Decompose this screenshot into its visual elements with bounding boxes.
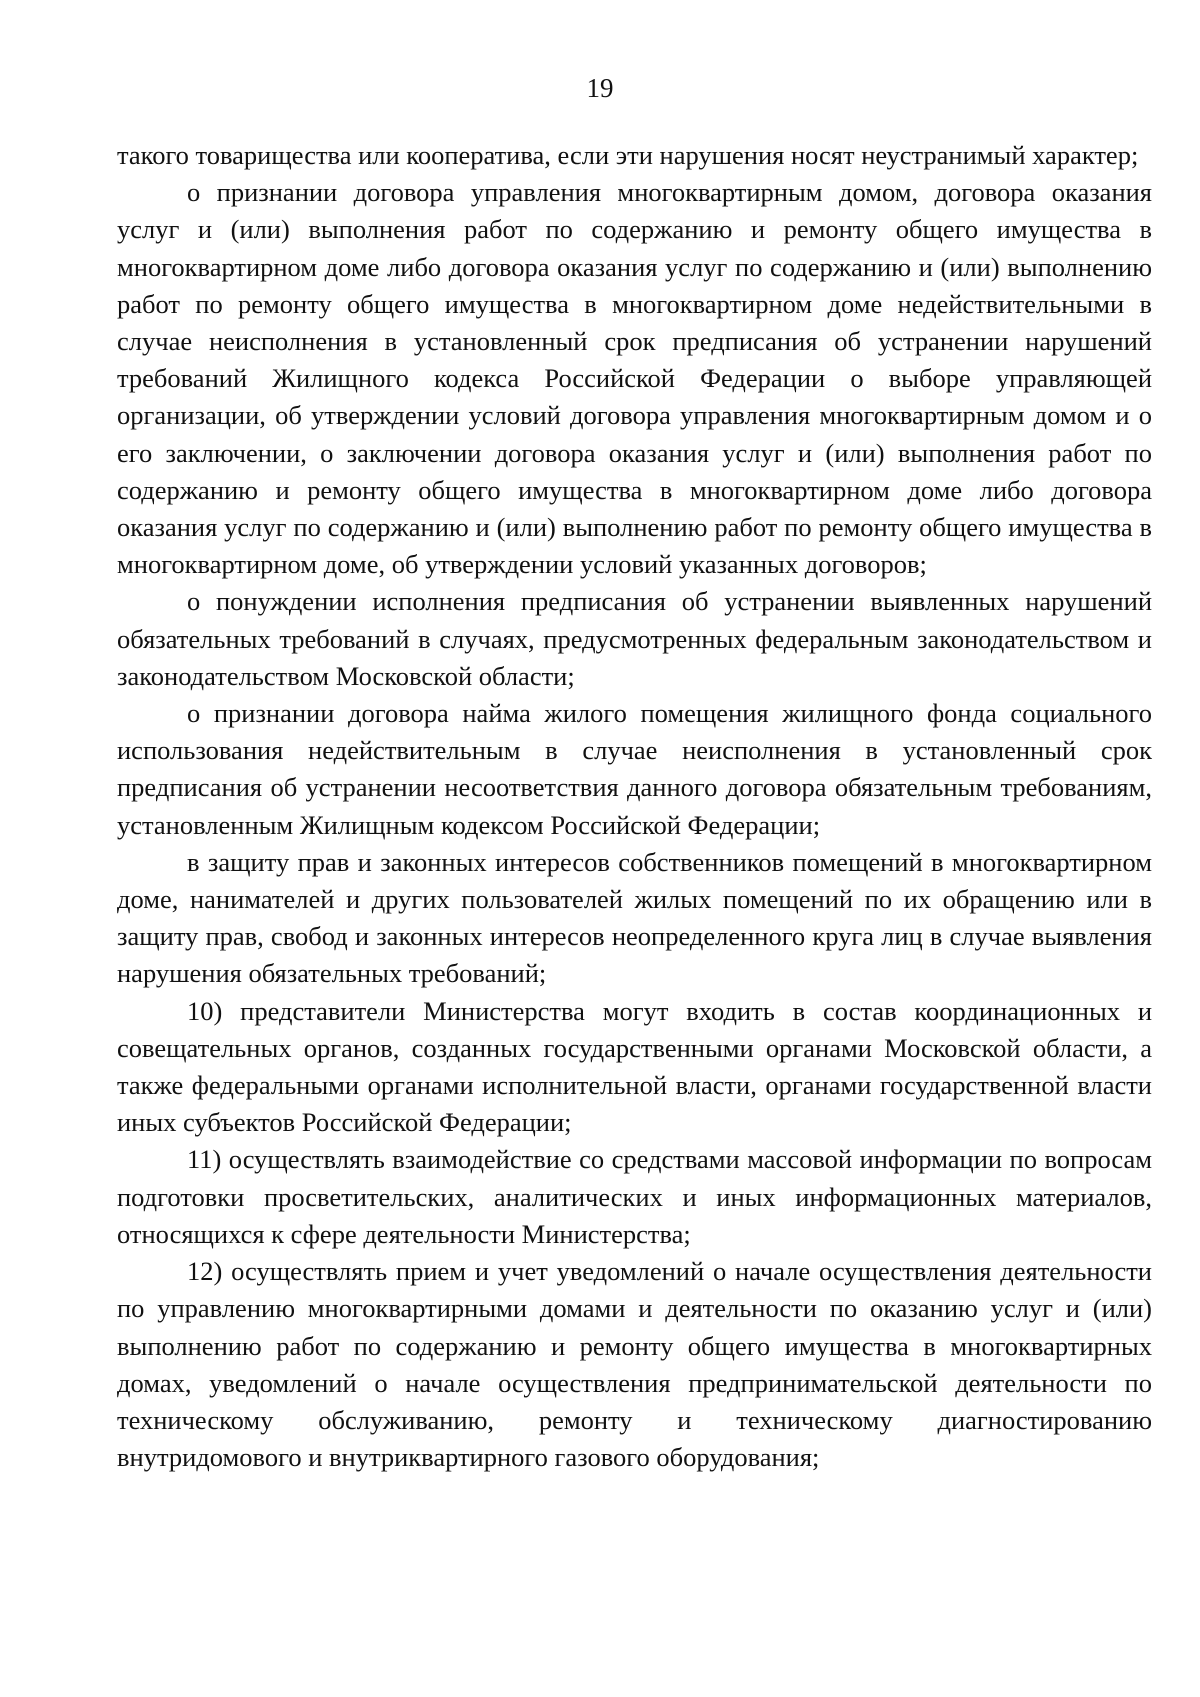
paragraph-continuation: такого товарищества или кооператива, если эти нарушения носят неустранимый характер;	[117, 140, 1139, 170]
paragraph-enforcement-order: о понуждении исполнения предписания об устранении выявленных нарушений обязательных требований в случаях, предусмотренных федеральным законодательством и законодательством Московской области;	[117, 586, 1152, 691]
paragraph-item-11: 11) осуществлять взаимодействие со средствами массовой информации по вопросам подготовки просветительских, аналитических и иных информационных материалов, относящихся к сфере деятельности Министерства;	[117, 1144, 1152, 1249]
document-body	[117, 137, 1152, 1476]
paragraph-item-10: 10) представители Министерства могут входить в состав координационных и совещательных органов, созданных государственными органами Московской области, а также федеральными органами исполнительной власти, органами государственной власти иных субъектов Российской Федерации;	[117, 995, 1152, 1138]
paragraph-item-12: 12) осуществлять прием и учет уведомлений о начале осуществления деятельности по управлению многоквартирными домами и деятельности по оказанию услуг и (или) выполнению работ по содержанию и ремонту общего имущества в многоквартирных домах, уведомлений о начале осуществления предпринимательской деятельности по техническому обслуживанию, ремонту и техническому диагностированию внутридомового и внутриквартирного газового оборудования;	[117, 1256, 1152, 1473]
paragraph-rights-protection: в защиту прав и законных интересов собственников помещений в многоквартирном доме, нанимателей и других пользователей жилых помещений по их обращению или в защиту прав, свобод и законных интересов неопределенного круга лиц в случае выявления нарушения обязательных требований;	[117, 846, 1152, 989]
paragraph-tenancy-contract: о признании договора найма жилого помещения жилищного фонда социального использования недействительным в случае неисполнения в установленный срок предписания об устранении несоответствия данного договора обязательным требованиям, установленным Жилищным кодексом Российской Федерации;	[117, 698, 1152, 840]
page-number: 19	[586, 73, 614, 103]
paragraph-contract-invalidation: о признании договора управления многоквартирным домом, договора оказания услуг и (или) выполнения работ по содержанию и ремонту общего имущества в многоквартирном доме либо договора оказания услуг по содержанию и (или) выполнению работ по ремонту общего имущества в многоквартирном доме недействительными в случае неисполнения в установленный срок предписания об устранении нарушений требований Жилищного кодекса Российской Федерации о выборе управляющей организации, об утверждении условий договора управления многоквартирным домом и о его заключении, о заключении договора оказания услуг и (или) выполнения работ по содержанию и ремонту общего имущества в многоквартирном доме либо договора оказания услуг по содержанию и (или) выполнению работ по ремонту общего имущества в многоквартирном доме, об утверждении условий указанных договоров;	[117, 177, 1152, 580]
